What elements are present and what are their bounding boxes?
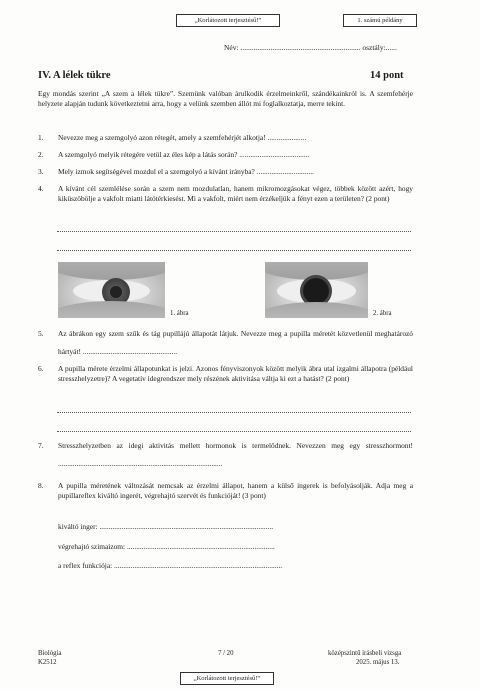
question-number: 6. bbox=[38, 364, 44, 373]
question-5 bbox=[38, 329, 413, 359]
eye-figure-1-narrow-pupil bbox=[58, 262, 165, 318]
answer-line-q4-1[interactable] bbox=[57, 230, 411, 232]
question-text: A kívánt cél szemlélése során a szem nem mozdulatlan, hanem mikromozgásokat végez, többek között azért, hogy kiküszöbölje a vakfolt miatti látótérkiesést. Mi a vakfolt, miért nem érzékeljük a fényt ezen a területen? (2 pont) bbox=[58, 184, 413, 203]
question-text: Nevezze meg a szemgolyó azon rétegét, amely a szemfehérjét alkotja! ..................... bbox=[58, 133, 307, 142]
intro-paragraph: Egy mondás szerint „A szem a lélek tükre”. Szemünk valóban árulkodik érzelmeinkről, szándékainkról is. A szemfehérje helyzete alapján tudunk következtetni arra, hogy a velünk szemben állót mi foglalkoztatja, merre tekint. bbox=[38, 89, 413, 108]
question-text: Mely izmok segítségével mozdul el a szemgolyó a kívánt irányba? ............................... bbox=[58, 167, 314, 176]
footer-page-number: 7 / 20 bbox=[218, 650, 234, 657]
section-points: 14 pont bbox=[370, 70, 404, 81]
figure-2-caption: 2. ábra bbox=[373, 310, 392, 317]
question-number: 1. bbox=[38, 133, 44, 142]
question-number: 2. bbox=[38, 150, 44, 159]
question-1 bbox=[38, 133, 413, 143]
question-8 bbox=[38, 481, 413, 513]
answer-line-q4-2[interactable] bbox=[57, 249, 411, 251]
eye-figure-2-wide-pupil bbox=[265, 262, 368, 318]
confidential-footer-box bbox=[180, 672, 274, 685]
question-text: Az ábrákon egy szem szűk és tág pupillájú állapotát látjuk. Nevezze meg a pupilla méretét közvetlenül meghatározó hártyát! ................................................... bbox=[58, 329, 413, 356]
figure-1-caption: 1. ábra bbox=[170, 310, 189, 317]
name-class-line: Név: ................................................................ osztály:...... bbox=[224, 43, 397, 52]
footer-exam-type: középszintű írásbeli vizsga bbox=[328, 650, 402, 657]
q8-function-field[interactable]: a reflex funkciója: ........................................................................................... bbox=[58, 561, 283, 570]
question-6 bbox=[38, 364, 413, 396]
question-4 bbox=[38, 184, 413, 216]
confidential-header-box bbox=[176, 14, 280, 27]
question-text: A pupilla méretének változását nemcsak az érzelmi állapot, hanem a külső ingerek is befolyásolják. Adja meg a pupillareflex kiváltó ingerét, végrehajtó szervét és funkcióját! (3 pont) bbox=[58, 481, 413, 500]
question-7 bbox=[38, 441, 413, 471]
question-number: 8. bbox=[38, 481, 44, 490]
footer-subject: Biológia bbox=[38, 650, 62, 657]
q8-stimulus-field[interactable]: kiváltó inger: .............................................................................................. bbox=[58, 522, 274, 531]
question-2 bbox=[38, 150, 413, 160]
confidential-header-text: „Korlátozott terjesztésű!” bbox=[194, 17, 262, 24]
copy-number-box bbox=[343, 14, 417, 27]
answer-line-q6-2[interactable] bbox=[57, 430, 411, 432]
question-text: A pupilla mérete érzelmi állapotunkat is jelzi. Azonos fényviszonyok között melyik ábra utal izgalmi állapotra (például stresszhelyzetre)? A vegetatív idegrendszer mely részének aktivitása váltja ki ezt a hatást? (2 pont) bbox=[58, 364, 413, 383]
answer-line-q6-1[interactable] bbox=[57, 411, 411, 413]
question-3 bbox=[38, 167, 413, 177]
footer-date: 2025. május 13. bbox=[356, 659, 400, 666]
copy-number-text: 1. számú példány bbox=[357, 17, 403, 24]
question-number: 3. bbox=[38, 167, 44, 176]
section-title: IV. A lélek tükre bbox=[38, 70, 111, 81]
question-text: Stresszhelyzetben az idegi aktivitás mellett hormonok is termelődnek. Nevezzen meg egy stresszhormont! ......................................................................................... bbox=[58, 441, 413, 468]
question-number: 7. bbox=[38, 441, 44, 450]
footer-code: K2512 bbox=[38, 659, 57, 666]
q8-effector-field[interactable]: végrehajtó szimaizom: ................................................................................ bbox=[58, 542, 275, 551]
question-number: 5. bbox=[38, 329, 44, 338]
question-text: A szemgolyó melyik rétegére vetül az éles kép a látás során? ...................................... bbox=[58, 150, 310, 159]
question-number: 4. bbox=[38, 184, 44, 193]
confidential-footer-text: „Korlátozott terjesztésű!” bbox=[193, 675, 261, 682]
